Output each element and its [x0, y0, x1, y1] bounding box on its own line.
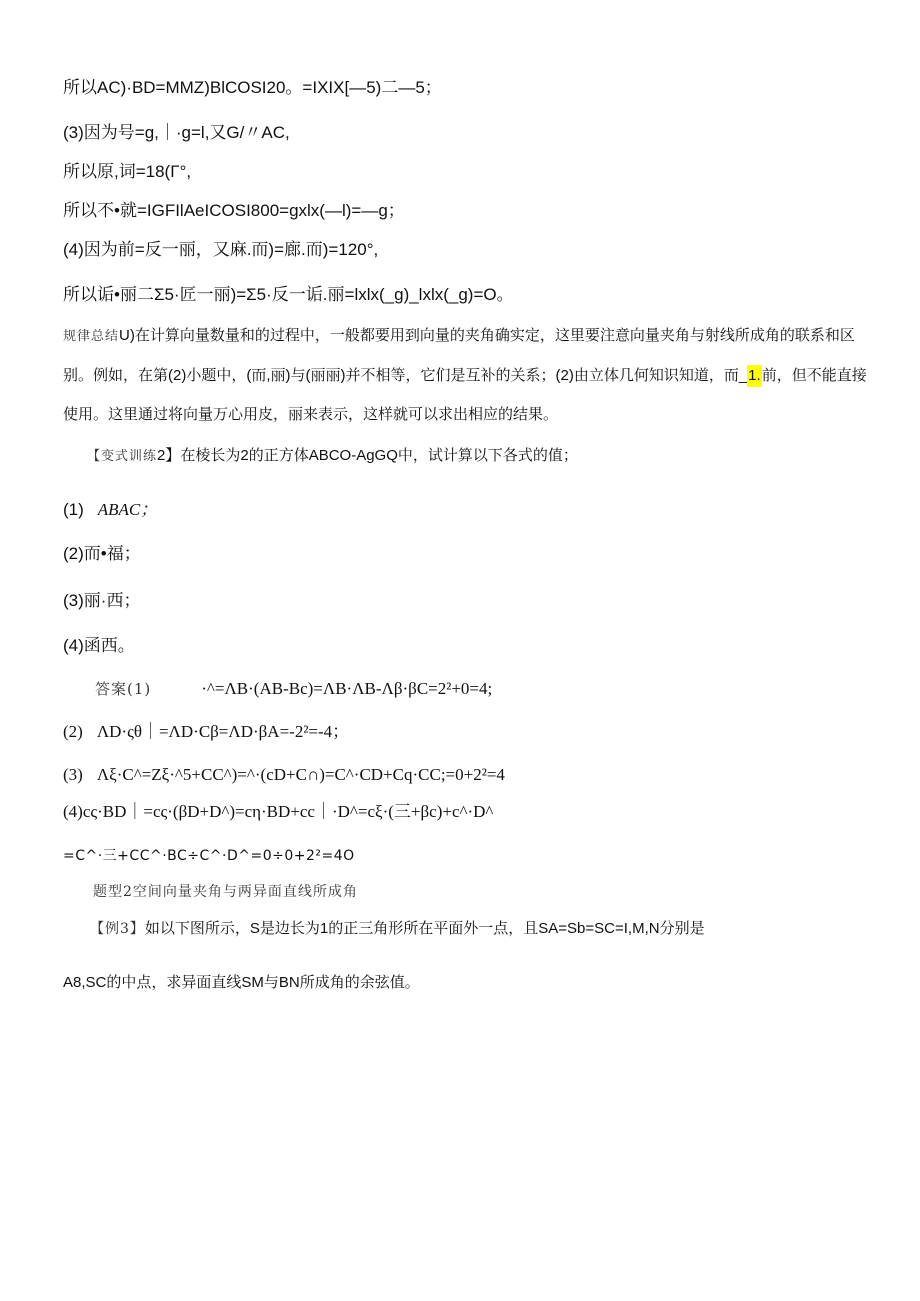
answer-number: (2)	[63, 722, 83, 741]
highlight-mark: 1.	[747, 365, 762, 387]
solution-line: 所以不•就=IGFIlAeICOSI800=gxlx(—l)=—g；	[63, 201, 405, 220]
solution-line: 所以原,词=18(Γ°,	[63, 162, 192, 181]
solution-line: (3)因为号=g,｜·g=l,又G/〃AC,	[63, 123, 290, 142]
answer-expression: ·^=ΛB·(AB-Bc)=ΛB·ΛB-Λβ·βC=2²+0=4;	[201, 679, 493, 698]
answer-label: 答案(1)	[95, 680, 152, 698]
answer-line: (4)cς·BD｜=cς·(βD+D^)=cη·BD+cc｜·D^=cξ·(三+βc)+c^·D^	[63, 802, 494, 821]
example-label: 【例3】	[90, 921, 145, 937]
rule-summary-text: U)在计算向量数量和的过程中，一般都要用到向量的夹角确实定，这里要注意向量夹角与射线所成角的联系和区	[119, 327, 855, 344]
example-text: 如以下图所示，S是边长为1的正三角形所在平面外一点，且SA=Sb=SC=I,M,N分别是	[144, 920, 705, 937]
example-line	[90, 918, 705, 940]
exercise-label: 【变式训练	[87, 449, 158, 464]
exercise-heading	[87, 445, 578, 468]
rule-summary-text-tail: 前，但不能直接	[761, 367, 867, 384]
solution-line: 所以诟•丽二Σ5·匠一丽)=Σ5·反一诟.丽=lxlx(_g)_lxlx(_g)=O。	[63, 285, 514, 304]
answer-line: =C^·三+CC^·BC÷C^·D^=0÷0+2²=4O	[63, 848, 355, 864]
rule-summary-label: 规律总结	[63, 329, 120, 344]
solution-line: 所以AC)·BD=MMZ)BlCOSI20。=IXIX[—5)二—5；	[63, 78, 442, 97]
rule-summary-line	[63, 325, 855, 348]
rule-summary-text: 别。例如，在第(2)小题中，(而,丽)与(丽丽)并不相等，它们是互补的关系；(2)由立体几何知识知道，而_	[63, 367, 748, 384]
question-number: (1)	[63, 500, 84, 519]
answer-line	[95, 678, 492, 700]
answer-number: (3)	[63, 765, 83, 784]
answer-expression: Λξ·C^=Zξ·^5+CC^)=^·(cD+C∩)=C^·CD+Cq·CC;=0+2²=4	[96, 765, 505, 784]
question-item: (2)而•福；	[63, 544, 141, 563]
solution-line: (4)因为前=反一丽，又麻.而)=廊.而)=120°,	[63, 240, 379, 259]
question-item	[63, 499, 157, 521]
example-line: A8,SC的中点，求异面直线SM与BN所成角的余弦值。	[63, 974, 420, 991]
answer-line	[63, 764, 505, 786]
rule-summary-line: 使用。这里通过将向量万心用皮，丽来表示，这样就可以求出相应的结果。	[63, 406, 559, 423]
section-heading: 题型2空间向量夹角与两异面直线所成角	[93, 884, 358, 900]
rule-summary-line	[63, 365, 867, 387]
question-item: (3)丽·西；	[63, 591, 141, 610]
exercise-text: 2】在棱长为2的正方体ABCO-AgGQ中，试计算以下各式的值；	[157, 447, 578, 464]
answer-expression: ΛD·ςθ｜=ΛD·Cβ=ΛD·βA=-2²=-4；	[96, 722, 350, 741]
question-item: (4)函西。	[63, 636, 135, 655]
answer-line	[63, 721, 349, 743]
question-expression: ABAC；	[97, 500, 158, 519]
